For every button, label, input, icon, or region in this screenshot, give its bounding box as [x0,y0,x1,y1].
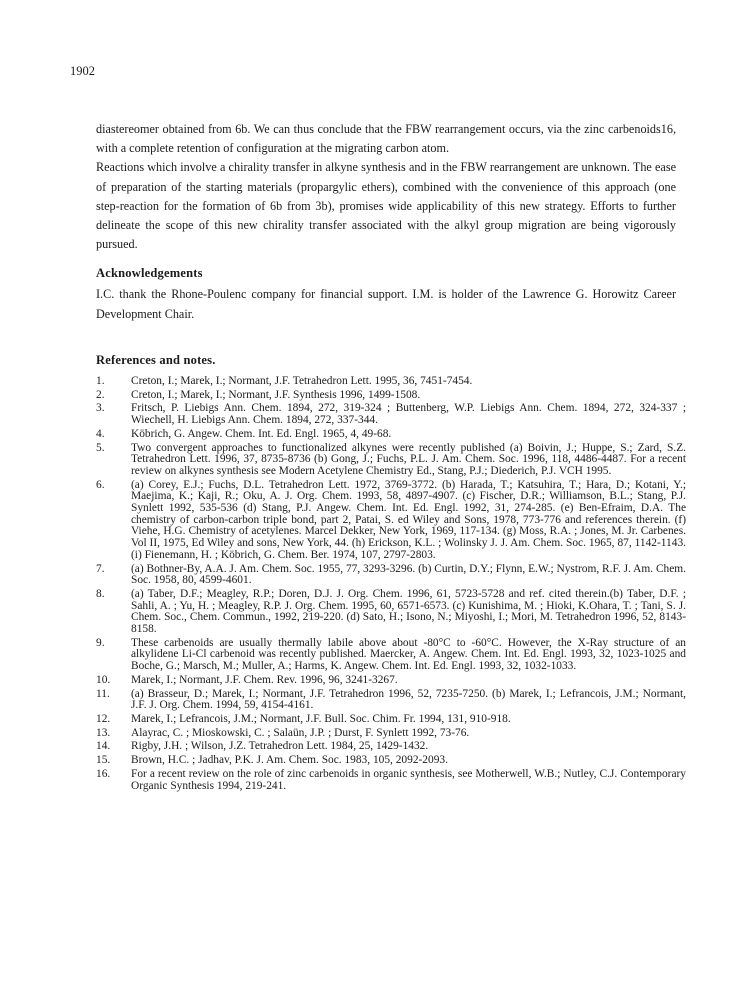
reference-text: For a recent review on the role of zinc carbenoids in organic synthesis, see Motherwell, W.B.; Nutley, C.J. Contemporary Organic Synthesis 1994, 219-241. [131,767,686,792]
reference-text: Fritsch, P. Liebigs Ann. Chem. 1894, 272, 319-324 ; Buttenberg, W.P. Liebigs Ann. Chem. 1894, 272, 324-337 ; Wiechell, H. Liebigs Ann. Chem. 1894, 272, 337-344. [131,402,686,427]
reference-item [96,443,686,478]
body-text [96,120,676,254]
reference-item [96,376,686,388]
reference-number: 6. [96,478,105,491]
reference-text: Creton, I.; Marek, I.; Normant, J.F. Tetrahedron Lett. 1995, 36, 7451-7454. [131,375,473,387]
reference-number: 13. [96,726,111,739]
reference-number: 7. [96,562,105,575]
reference-number: 15. [96,754,111,767]
reference-item [96,755,686,767]
reference-item [96,769,686,792]
reference-number: 1. [96,375,105,387]
reference-number: 2. [96,388,105,401]
reference-text: (a) Corey, E.J.; Fuchs, D.L. Tetrahedron Lett. 1972, 3769-3772. (b) Harada, T.; Katsuhira, T.; Hara, D.; Kotani, Y.; Maejima, K.; Kaji, R.; Oku, A. J. Org. Chem. 1993, 58, 4897-4907. (c) Fischer, D.R.; Williamson, B.L.; Stang, P.J. Synlett 1992, 535-536 (d) Stang, P.J. Angew. Chem. Int. Ed. Engl. 1992, 31, 274-285. (e) Ben-Efraim, D.A. The chemistry of carbon-carbon triple bond, part 2, Patai, S. ed Wiley and Sons, 1978, 773-776 and references therein. (f) Viehe, H.G. Chemistry of acetylenes. Marcel Dekker, New York, 1969, 117-134. (g) Moss, R.A. ; Jones, M. Jr. Carbenes. Vol II, 1975, Ed Wiley and sons, New York, 44. (h) Erickson, K.L. ; Wolinsky J. J. Am. Chem. Soc. 1965, 87, 1142-1143. (i) Fienemann, H. ; Köbrich, G. Chem. Ber. 1974, 107, 2797-2803. [131,478,686,561]
paragraph-1: diastereomer obtained from 6b. We can thus conclude that the FBW rearrangement occurs, via the zinc carbenoids16, with a complete retention of configuration at the migrating carbon atom. [96,122,676,156]
acknowledgements-heading: Acknowledgements [96,266,203,280]
reference-text: (a) Brasseur, D.; Marek, I.; Normant, J.F. Tetrahedron 1996, 52, 7235-7250. (b) Marek, I.; Lefrancois, J.M.; Normant, J.F. J. Org. Chem. 1994, 59, 4154-4161. [131,687,686,712]
reference-text: Creton, I.; Marek, I.; Normant, J.F. Synthesis 1996, 1499-1508. [131,388,421,401]
paragraph-2: Reactions which involve a chirality transfer in alkyne synthesis and in the FBW rearrangement are unknown. The ease of preparation of the starting materials (propargylic ethers), combined with the convenience of this approach (one step-reaction for the formation of 6b from 3b), promises wide applicability of this new strategy. Efforts to further delineate the scope of this new chirality transfer associated with the alkyl group migration are being vigorously pursued. [96,160,676,252]
reference-item [96,589,686,636]
reference-item [96,638,686,673]
reference-text: Köbrich, G. Angew. Chem. Int. Ed. Engl. 1965, 4, 49-68. [131,427,392,440]
reference-text: Marek, I.; Lefrancois, J.M.; Normant, J.F. Bull. Soc. Chim. Fr. 1994, 131, 910-918. [131,712,511,725]
reference-item [96,675,686,687]
reference-number: 16. [96,767,111,780]
reference-item [96,728,686,740]
reference-number: 10. [96,673,111,686]
reference-text: Two convergent approaches to functionalized alkynes were recently published (a) Boivin, J.; Huppe, S.; Zard, S.Z. Tetrahedron Lett. 1996, 37, 8735-8736 (b) Gong, J.; Fuchs, P.L. J. Am. Chem. Soc. 1996, 118, 4486-4487. For a recent review on alkynes synthesis see Modern Acetylene Chemistry Ed., Stang, P.J.; Diederich, P.J. VCH 1995. [131,441,686,477]
reference-number: 8. [96,587,105,600]
reference-item [96,689,686,712]
reference-text: (a) Bothner-By, A.A. J. Am. Chem. Soc. 1955, 77, 3293-3296. (b) Curtin, D.Y.; Flynn, E.W.; Nystrom, R.F. J. Am. Chem. Soc. 1958, 80, 4599-4601. [131,562,686,587]
reference-item [96,480,686,562]
reference-number: 4. [96,427,105,440]
reference-text: Rigby, J.H. ; Wilson, J.Z. Tetrahedron Lett. 1984, 25, 1429-1432. [131,740,429,753]
reference-number: 11. [96,687,110,700]
reference-number: 9. [96,636,105,649]
page-number: 1902 [70,64,95,78]
reference-item [96,564,686,587]
reference-item [96,403,686,426]
acknowledgements-text: I.C. thank the Rhone-Poulenc company for financial support. I.M. is holder of the Lawrence G. Horowitz Career Development Chair. [96,287,676,321]
reference-text: (a) Taber, D.F.; Meagley, R.P.; Doren, D.J. J. Org. Chem. 1996, 61, 5723-5728 and ref. cited therein.(b) Taber, D.F. ; Sahli, A. ; Yu, H. ; Meagley, R.P. J. Org. Chem. 1995, 60, 6571-6573. (c) Kunishima, M. ; Hioki, K.Ohara, T. ; Tani, S. J. Chem. Soc., Chem. Commun., 1992, 219-220. (d) Sato, H.; Isono, N.; Miyoshi, I.; Mori, M. Tetrahedron 1996, 52, 8143-8158. [131,587,686,636]
reference-text: Alayrac, C. ; Mioskowski, C. ; Salaün, J.P. ; Durst, F. Synlett 1992, 73-76. [131,726,470,739]
reference-text: Marek, I.; Normant, J.F. Chem. Rev. 1996, 96, 3241-3267. [131,673,398,686]
reference-text: These carbenoids are usually thermally labile above about -80°C to -60°C. However, the X-Ray structure of an alkylidene Li-Cl carbenoid was recently published. Maercker, A. Angew. Chem. Int. Ed. Engl. 1993, 32, 1023-1025 and Boche, G.; Marsch, M.; Muller, A.; Harms, K. Angew. Chem. Int. Ed. Engl. 1993, 32, 1032-1033. [131,636,686,673]
reference-item [96,429,686,441]
reference-number: 14. [96,740,111,753]
references-list [96,376,686,794]
references-heading: References and notes. [96,353,216,367]
reference-item [96,714,686,726]
reference-number: 3. [96,402,105,415]
reference-text: Brown, H.C. ; Jadhav, P.K. J. Am. Chem. Soc. 1983, 105, 2092-2093. [131,754,448,767]
reference-item [96,390,686,402]
reference-number: 12. [96,712,111,725]
reference-number: 5. [96,441,105,454]
reference-item [96,741,686,753]
